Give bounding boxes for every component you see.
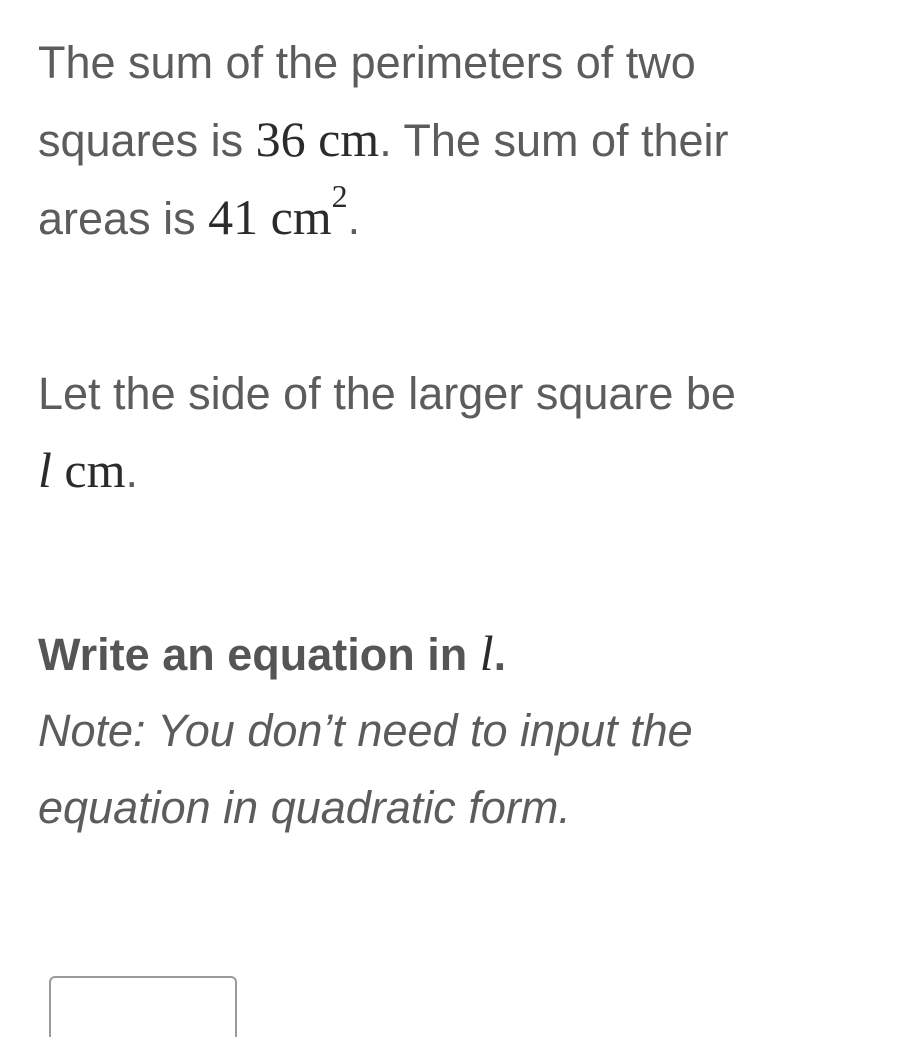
area-sum-value: 41 $cm^2$ <box>208 177 348 245</box>
task-variable: l <box>479 625 494 681</box>
problem-statement <box>38 24 869 257</box>
side-unit: cm <box>64 442 126 498</box>
side-length-expression <box>38 442 126 498</box>
area-exponent: 2 <box>331 177 348 214</box>
given-line-1: Let the side of the larger square be <box>38 368 736 419</box>
answer-input[interactable] <box>49 976 237 1037</box>
problem-line-1: The sum of the perimeters of two <box>38 37 696 88</box>
side-variable: l <box>38 442 52 498</box>
problem-line-2-end: . The sum of their <box>379 115 729 166</box>
note-line-1: Note: You don’t need to input the <box>38 705 693 756</box>
problem-line-3-start: areas is <box>38 193 209 244</box>
given-statement: Let the side of the larger square be l cm. <box>38 368 736 498</box>
note-line-2: equation in quadratic form. <box>38 782 571 833</box>
perimeter-sum-value: 36 cm <box>255 111 380 167</box>
task-note <box>38 692 869 846</box>
problem-line-3-end: . <box>347 193 361 244</box>
problem-line-2-start: squares is <box>38 115 256 166</box>
task-heading: Write an equation in l. <box>38 625 507 681</box>
